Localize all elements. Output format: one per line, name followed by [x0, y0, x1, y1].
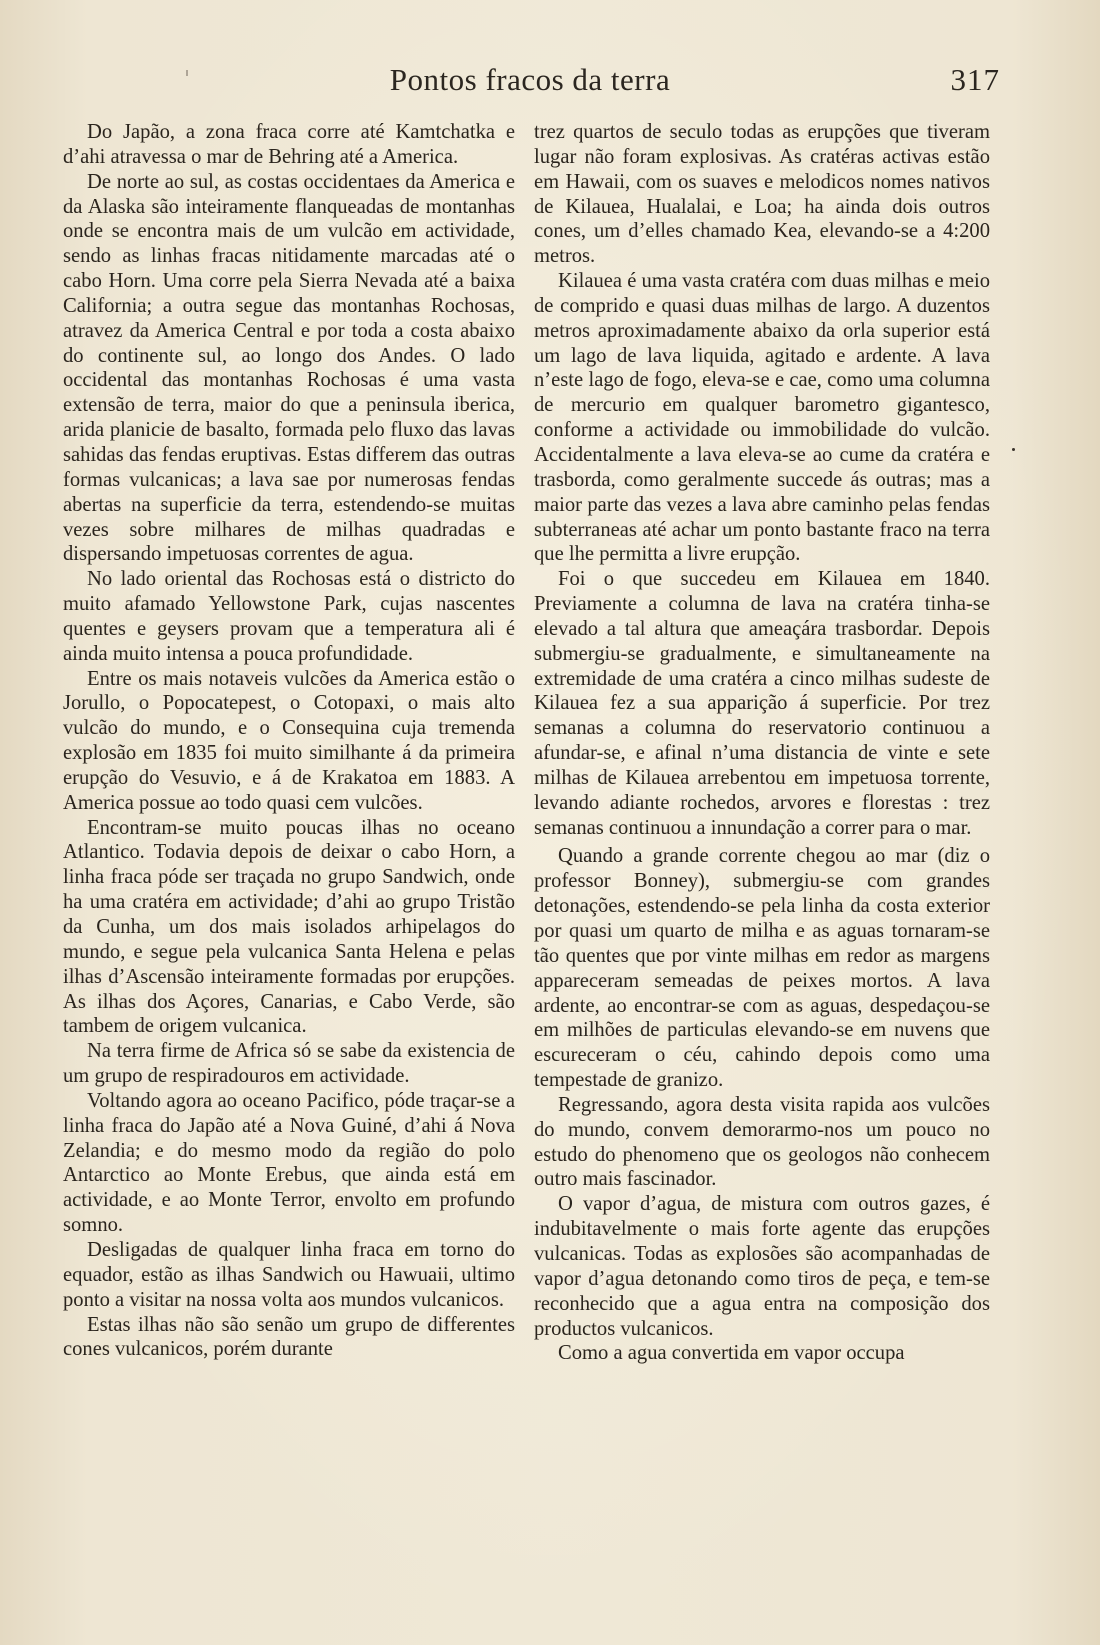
paragraph: No lado oriental das Rochosas está o districto do muito afamado Yellowstone Park, cujas nascentes quentes e geysers provam que a temperatura ali é ainda muito intensa a pouca profundidade. — [63, 568, 515, 665]
print-speck — [1012, 448, 1015, 451]
paragraph: Entre os mais notaveis vulcões da America estão o Jorullo, o Popocatepest, o Cotopaxi, o mais alto vulcão do mundo, e o Consequina cuja tremenda explosão em 1835 foi muito similhante á da primeira erupção do Vesuvio, e á de Krakatoa em 1883. A America possue ao todo quasi cem vulcões. — [63, 667, 515, 814]
left-column — [63, 120, 515, 1362]
right-column — [534, 120, 990, 1366]
running-title: Pontos fracos da terra — [389, 62, 671, 97]
paragraph: Desligadas de qualquer linha fraca em torno do equador, estão as ilhas Sandwich ou Hawuaii, ultimo ponto a visitar na nossa volta aos mundos vulcanicos. — [63, 1238, 515, 1311]
paragraph: Foi o que succedeu em Kilauea em 1840. Previamente a columna de lava na cratéra tinha-se elevado a tal altura que ameaçára trasbordar. Depois submergiu-se gradualmente, e simultaneamente na extremidade de uma cratéra a cinco milhas sudeste de Kilauea fez a sua apparição á superficie. Por trez semanas a columna do reservatorio continuou a afundar-se, e afinal n’uma distancia de vinte e sete milhas de Kilauea arrebentou em impetuosa torrente, levando adiante rochedos, arvores e florestas : trez semanas continuou a innundação a correr para o mar. — [534, 568, 990, 839]
paragraph: Voltando agora ao oceano Pacifico, póde traçar-se a linha fraca do Japão até a Nova Guiné, d’ahi á Nova Zelandia; e do mesmo modo da região do polo Antarctico ao Monte Erebus, que ainda está em actividade, e ao Monte Terror, envolto em profundo somno. — [63, 1089, 515, 1237]
paragraph: Quando a grande corrente chegou ao mar (diz o professor Bonney), submergiu-se com grandes detonações, estendendo-se pela linha da costa exterior por quasi um quarto de milha e as aguas tornaram-se tão quentes que por vinte milhas em redor as margens appareceram semeadas de peixes mortos. A lava ardente, ao encontrar-se com as aguas, despedaçou-se em milhões de particulas elevando-se em nuvens que escureceram o céu, cahindo depois como uma tempestade de granizo. — [534, 845, 990, 1092]
page-header — [60, 62, 1000, 106]
paragraph: Estas ilhas não são senão um grupo de differentes cones vulcanicos, porém durante — [63, 1313, 515, 1361]
paragraph: Na terra firme de Africa só se sabe da existencia de um grupo de respiradouros em actividade. — [63, 1040, 515, 1088]
page-number: 317 — [950, 62, 1000, 97]
paragraph: De norte ao sul, as costas occidentaes da America e da Alaska são inteiramente flanqueadas de montanhas onde se encontra mais de um vulcão em actividade, sendo as linhas fracas nitidamente marcadas até o cabo Horn. Uma corre pela Sierra Nevada até a baixa California; a outra segue das montanhas Rochosas, atravez da America Central e por toda a costa abaixo do continente sul, ao longo dos Andes. O lado occidental das montanhas Rochosas é uma vasta extensão de terra, maior do que a peninsula iberica, arida planicie de basalto, formada pelo fluxo das lavas sahidas das fendas eruptivas. Estas differem das outras formas vulcanicas; a lava sae por numerosas fendas abertas na superficie da terra, estendendo-se muitas vezes sobre milhares de milhas quadradas e dispersando impetuosas correntes de agua. — [63, 170, 515, 566]
paragraph: O vapor d’agua, de mistura com outros gazes, é indubitavelmente o mais forte agente das erupções vulcanicas. Todas as explosões são acompanhadas de vapor d’agua detonando como tiros de peça, e tem-se reconhecido que a agua entra na composição dos productos vulcanicos. — [534, 1193, 990, 1340]
paragraph: Kilauea é uma vasta cratéra com duas milhas e meio de comprido e quasi duas milhas de largo. A duzentos metros aproximadamente abaixo da orla superior está um lago de lava liquida, agitado e ardente. A lava n’este lago de fogo, eleva-se e cae, como uma columna de mercurio em qualquer barometro gigantesco, conforme a actividade ou immobilidade do vulcão. Accidentalmente a lava eleva-se ao cume da cratéra e trasborda, como geralmente succede ás outras; mas a maior parte das vezes a lava abre caminho pelas fendas subterraneas até achar um ponto bastante fraco na terra que lhe permitta a livre erupção. — [534, 270, 990, 566]
paragraph: Como a agua convertida em vapor occupa — [558, 1342, 905, 1365]
paragraph: Regressando, agora desta visita rapida aos vulcões do mundo, convem demorarmo-nos um pouco no estudo do phenomeno que os geologos não conhecem outro mais fascinador. — [534, 1093, 990, 1191]
paragraph-continued: trez quartos de seculo todas as erupções que tiveram lugar não foram explosivas. As cratéras activas estão em Hawaii, com os suaves e melodicos nomes nativos de Kilauea, Hualalai, e Loa; ha ainda dois outros cones, um d’elles chamado Kea, elevando-se a 4:200 metros. — [534, 121, 990, 268]
paragraph: Do Japão, a zona fraca corre até Kamtchatka e d’ahi atravessa o mar de Behring até a America. — [63, 121, 515, 168]
paragraph: Encontram-se muito poucas ilhas no oceano Atlantico. Todavia depois de deixar o cabo Horn, a linha fraca póde ser traçada no grupo Sandwich, onde ha uma cratéra em actividade; d’ahi ao grupo Tristão da Cunha, um dos mais isolados arhipelagos do mundo, e segue pela vulcanica Santa Helena e pelas ilhas d’Ascensão inteiramente formadas por erupções. As ilhas dos Açores, Canarias, e Cabo Verde, são tambem de origem vulcanica. — [63, 816, 515, 1038]
